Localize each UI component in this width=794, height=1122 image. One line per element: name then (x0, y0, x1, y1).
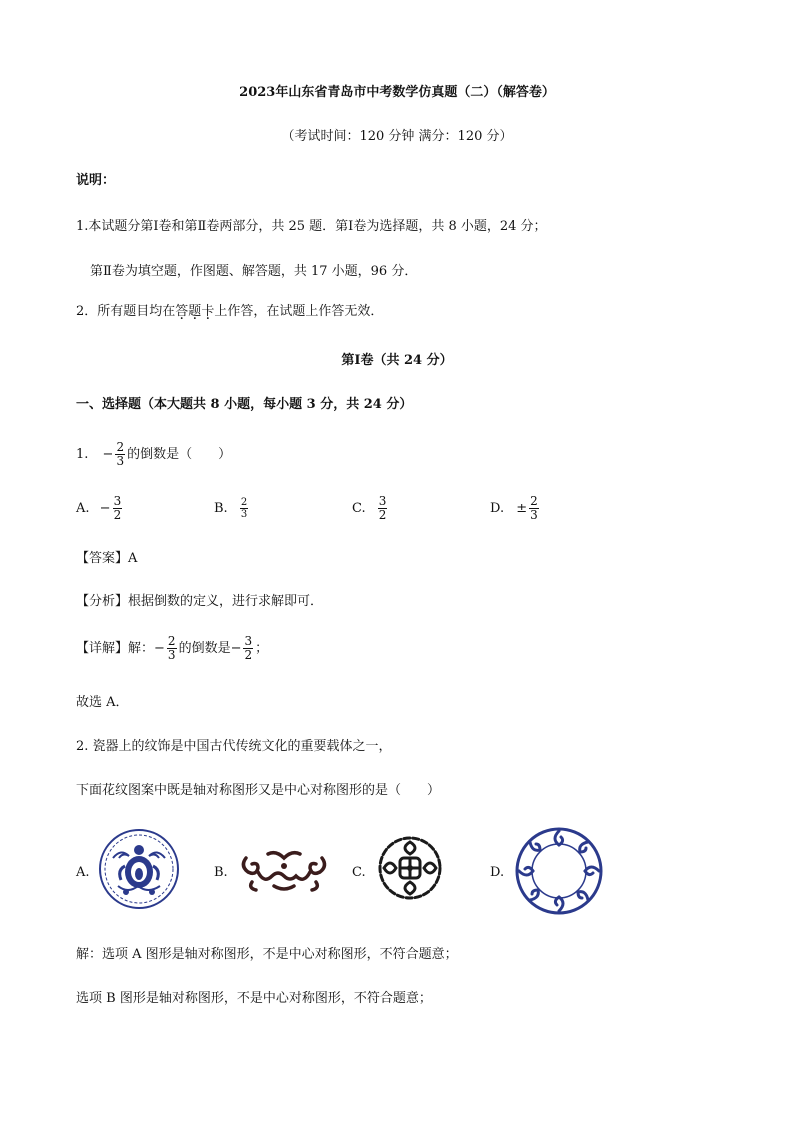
section1-title: 第Ⅰ卷（共 24 分） (341, 353, 453, 368)
fraction-denominator: 3 (167, 648, 176, 662)
q1-answer: 【答案】A (76, 551, 138, 566)
fraction-numerator: 3 (378, 494, 387, 508)
fraction-denominator: 2 (244, 648, 253, 662)
fraction-numerator: 2 (116, 440, 125, 454)
q2-option-c-label: C. (352, 865, 366, 880)
detail-end: ； (255, 641, 269, 656)
q2-solution-line1: 解：选项 A 图形是轴对称图形，不是中心对称图形，不符合题意； (76, 947, 458, 962)
q2-line1: 2. 瓷器上的纹饰是中国古代传统文化的重要载体之一， (76, 739, 392, 754)
notes-item2-pre: 2．所有题目均在 (76, 304, 176, 319)
option-label: C. (352, 501, 366, 516)
q1-conclusion: 故选 A． (76, 695, 129, 710)
fraction-denominator: 3 (116, 454, 125, 468)
option-fraction (113, 495, 123, 522)
option-fraction (378, 495, 388, 522)
detail-sign: − (154, 641, 165, 656)
fraction-denominator: 3 (530, 508, 538, 522)
pattern-c-figure (376, 834, 444, 902)
notes-item1-line1: 1.本试题分第Ⅰ卷和第Ⅱ卷两部分，共 25 题．第Ⅰ卷为选择题，共 8 小题，24 分； (76, 219, 547, 234)
emphasis-char: 题 (188, 304, 202, 319)
option-fraction (529, 495, 539, 522)
pattern-d-figure (514, 826, 604, 916)
exam-info: （考试时间：120 分钟 满分：120 分） (281, 129, 513, 144)
q2-solution-line2: 选项 B 图形是轴对称图形，不是中心对称图形，不符合题意； (76, 991, 432, 1006)
detail-fraction (167, 635, 177, 662)
q1-option-c (352, 494, 389, 524)
q2-option-b-label: B. (214, 865, 228, 880)
option-sign: ± (516, 501, 528, 516)
pattern-a-figure (98, 828, 180, 910)
fraction-numerator: 2 (167, 634, 176, 648)
option-label: D. (490, 501, 505, 516)
notes-heading: 说明： (76, 173, 116, 188)
detail-text: 的倒数是 (178, 641, 231, 656)
fraction-denominator: 2 (378, 508, 387, 522)
q1-stem (76, 440, 231, 470)
notes-item2 (76, 303, 383, 321)
q1-number: 1. (76, 447, 89, 462)
fraction-numerator: 3 (113, 494, 122, 508)
fraction-numerator: 3 (244, 634, 253, 648)
q1-analysis: 【分析】根据倒数的定义，进行求解即可． (76, 594, 324, 609)
q1-stem-fraction (115, 441, 125, 468)
fraction-denominator: 3 (240, 509, 248, 520)
q1-option-d (490, 494, 541, 524)
detail-fraction (243, 635, 253, 662)
q1-option-b (214, 494, 250, 524)
emphasis-char: 答 (175, 304, 189, 319)
detail-sign: − (230, 641, 242, 656)
part1-heading: 一、选择题（本大题共 8 小题，每小题 3 分，共 24 分） (76, 397, 413, 412)
q2-line2: 下面花纹图案中既是轴对称图形又是中心对称图形的是（ ） (76, 783, 441, 798)
notes-item1-line2: 第Ⅱ卷为填空题，作图题、解答题，共 17 小题，96 分． (90, 264, 418, 279)
q1-stem-text: 的倒数是（ ） (127, 447, 232, 462)
fraction-numerator: 2 (240, 497, 248, 508)
q2-option-d-label: D. (490, 865, 505, 880)
option-label: A. (76, 501, 90, 516)
q1-stem-sign: − (102, 447, 114, 462)
notes-item2-post: 上作答，在试题上作答无效． (214, 304, 384, 319)
document-title: 2023年山东省青岛市中考数学仿真题（二）（解答卷） (239, 85, 555, 100)
pattern-b-figure (238, 846, 330, 892)
option-sign: − (99, 501, 111, 516)
detail-prefix: 【详解】解： (76, 641, 155, 656)
q1-detail (76, 634, 268, 664)
q1-option-a (76, 494, 124, 524)
fraction-numerator: 2 (530, 494, 538, 508)
emphasis-char: 卡 (201, 304, 215, 319)
option-label: B. (214, 501, 228, 516)
fraction-denominator: 2 (113, 508, 122, 522)
q2-option-a-label: A. (76, 865, 90, 880)
option-fraction (240, 497, 248, 520)
